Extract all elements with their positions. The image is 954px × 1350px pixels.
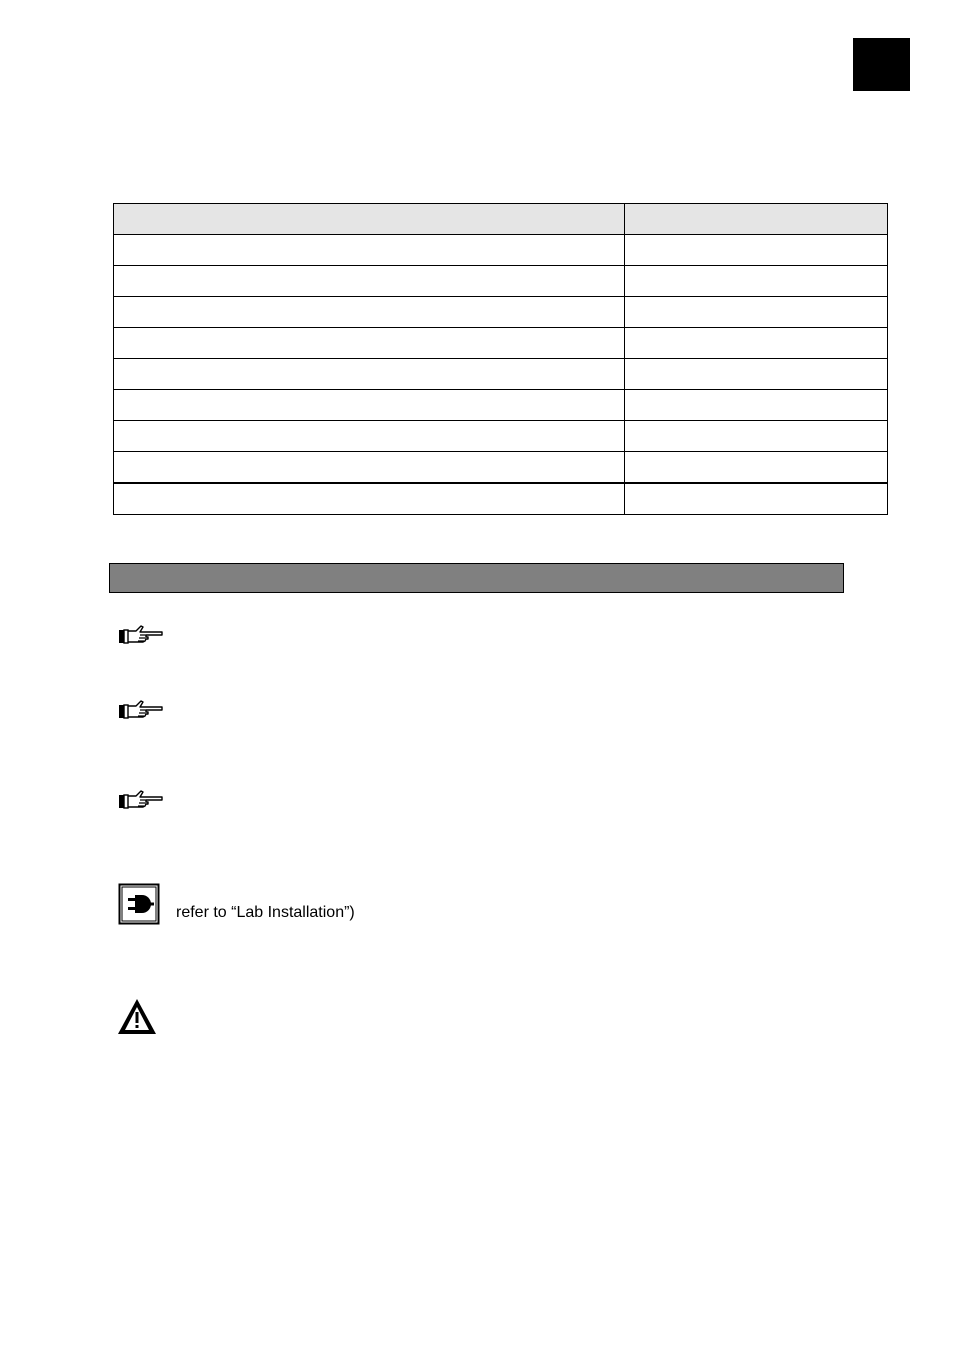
section-heading-bar <box>109 563 844 593</box>
table-header-cell <box>625 204 888 235</box>
table-row <box>114 390 888 421</box>
table-row <box>114 483 888 515</box>
table-cell <box>114 421 625 452</box>
table-cell <box>114 483 625 515</box>
chapter-tab-marker <box>853 38 910 91</box>
warning-triangle-icon <box>116 997 158 1042</box>
spec-table <box>113 203 888 515</box>
table-cell <box>114 452 625 484</box>
table-cell <box>625 235 888 266</box>
table-header-cell <box>114 204 625 235</box>
table-row <box>114 421 888 452</box>
pointing-hand-icon <box>118 624 164 653</box>
table-row <box>114 235 888 266</box>
plug-note-text: refer to “Lab Installation”) <box>176 904 355 921</box>
table-row <box>114 297 888 328</box>
table-cell <box>625 421 888 452</box>
table-cell <box>625 328 888 359</box>
pointing-hand-icon <box>118 789 164 818</box>
table-cell <box>114 266 625 297</box>
table-cell <box>625 483 888 515</box>
table-cell <box>625 390 888 421</box>
power-plug-icon <box>118 883 160 930</box>
pointing-hand-icon <box>118 699 164 728</box>
table-cell <box>625 359 888 390</box>
table-cell <box>114 328 625 359</box>
table-cell <box>114 359 625 390</box>
table-row <box>114 266 888 297</box>
table-row <box>114 328 888 359</box>
table-cell <box>114 390 625 421</box>
table-row <box>114 452 888 484</box>
table-header-row <box>114 204 888 235</box>
table-cell <box>625 266 888 297</box>
table-cell <box>114 235 625 266</box>
table-cell <box>114 297 625 328</box>
table-cell <box>625 297 888 328</box>
table-row <box>114 359 888 390</box>
table-cell <box>625 452 888 484</box>
